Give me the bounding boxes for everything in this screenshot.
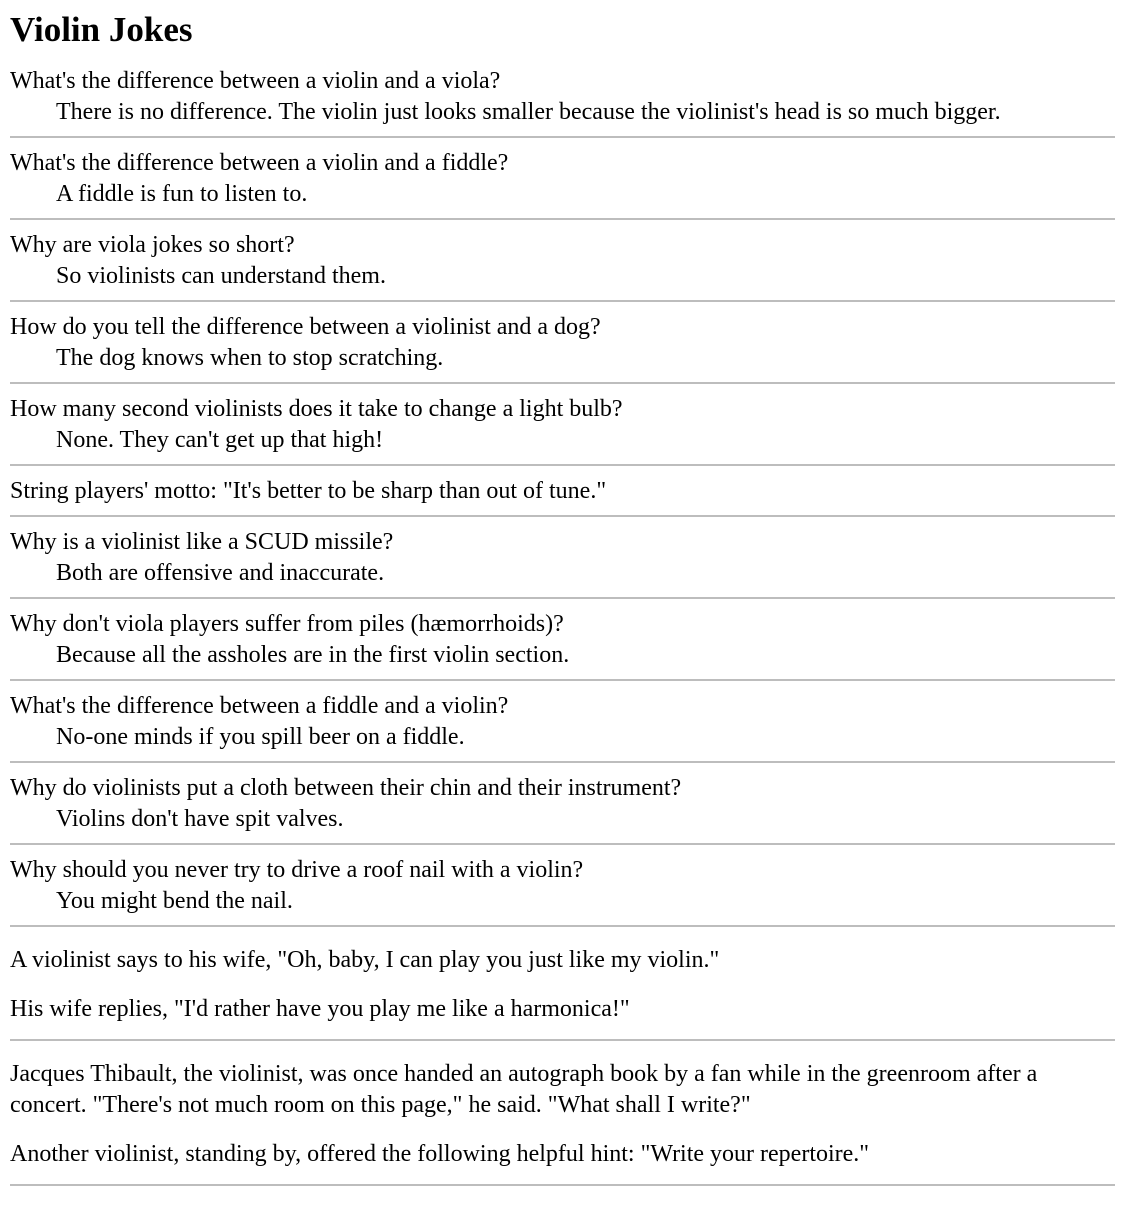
joke-question: Why is a violinist like a SCUD missile?	[10, 529, 394, 555]
joke-answer: A fiddle is fun to listen to.	[56, 181, 308, 207]
story	[10, 1051, 1115, 1186]
joke-item	[10, 773, 1115, 835]
divider	[10, 679, 1115, 681]
joke-answer: There is no difference. The violin just looks smaller because the violinist's head is so much bigger.	[56, 99, 1001, 125]
story-paragraph: Another violinist, standing by, offered the following helpful hint: "Write your repertoire."	[10, 1141, 870, 1167]
joke-question: How many second violinists does it take to change a light bulb?	[10, 396, 623, 422]
joke-motto: String players' motto: "It's better to be sharp than out of tune."	[10, 478, 607, 504]
joke-item	[10, 66, 1115, 128]
page-title: Violin Jokes	[10, 10, 193, 49]
divider	[10, 300, 1115, 302]
joke-item	[10, 394, 1115, 456]
divider	[10, 1184, 1115, 1186]
joke-item	[10, 609, 1115, 671]
story-paragraph: A violinist says to his wife, "Oh, baby, I can play you just like my violin."	[10, 947, 720, 973]
joke-question: Why don't viola players suffer from piles (hæmorrhoids)?	[10, 611, 564, 637]
joke-item	[10, 476, 1115, 507]
joke-question: Why should you never try to drive a roof nail with a violin?	[10, 857, 584, 883]
divider	[10, 218, 1115, 220]
joke-question: Why do violinists put a cloth between their chin and their instrument?	[10, 775, 682, 801]
joke-question: What's the difference between a fiddle and a violin?	[10, 693, 509, 719]
joke-item	[10, 691, 1115, 753]
joke-answer: You might bend the nail.	[56, 888, 293, 914]
joke-answer: Because all the assholes are in the first violin section.	[56, 642, 570, 668]
divider	[10, 515, 1115, 517]
joke-item	[10, 230, 1115, 292]
story-paragraph: His wife replies, "I'd rather have you play me like a harmonica!"	[10, 996, 630, 1022]
joke-answer: The dog knows when to stop scratching.	[56, 345, 444, 371]
joke-item	[10, 527, 1115, 589]
story	[10, 937, 1115, 1041]
joke-question: How do you tell the difference between a violinist and a dog?	[10, 314, 601, 340]
joke-item	[10, 312, 1115, 374]
joke-answer: None. They can't get up that high!	[56, 427, 384, 453]
divider	[10, 843, 1115, 845]
joke-item	[10, 148, 1115, 210]
joke-answer: No-one minds if you spill beer on a fiddle.	[56, 724, 465, 750]
joke-question: What's the difference between a violin and a fiddle?	[10, 150, 509, 176]
divider	[10, 382, 1115, 384]
divider	[10, 464, 1115, 466]
divider	[10, 761, 1115, 763]
joke-item	[10, 855, 1115, 917]
divider	[10, 136, 1115, 138]
joke-answer: Violins don't have spit valves.	[56, 806, 344, 832]
divider	[10, 597, 1115, 599]
joke-answer: So violinists can understand them.	[56, 263, 386, 289]
joke-question: What's the difference between a violin and a viola?	[10, 68, 501, 94]
story-paragraph: Jacques Thibault, the violinist, was once handed an autograph book by a fan while in the greenroom after a concert. "There's not much room on this page," he said. "What shall I write?"	[10, 1061, 1038, 1118]
divider	[10, 925, 1115, 927]
joke-question: Why are viola jokes so short?	[10, 232, 295, 258]
divider	[10, 1039, 1115, 1041]
joke-answer: Both are offensive and inaccurate.	[56, 560, 385, 586]
